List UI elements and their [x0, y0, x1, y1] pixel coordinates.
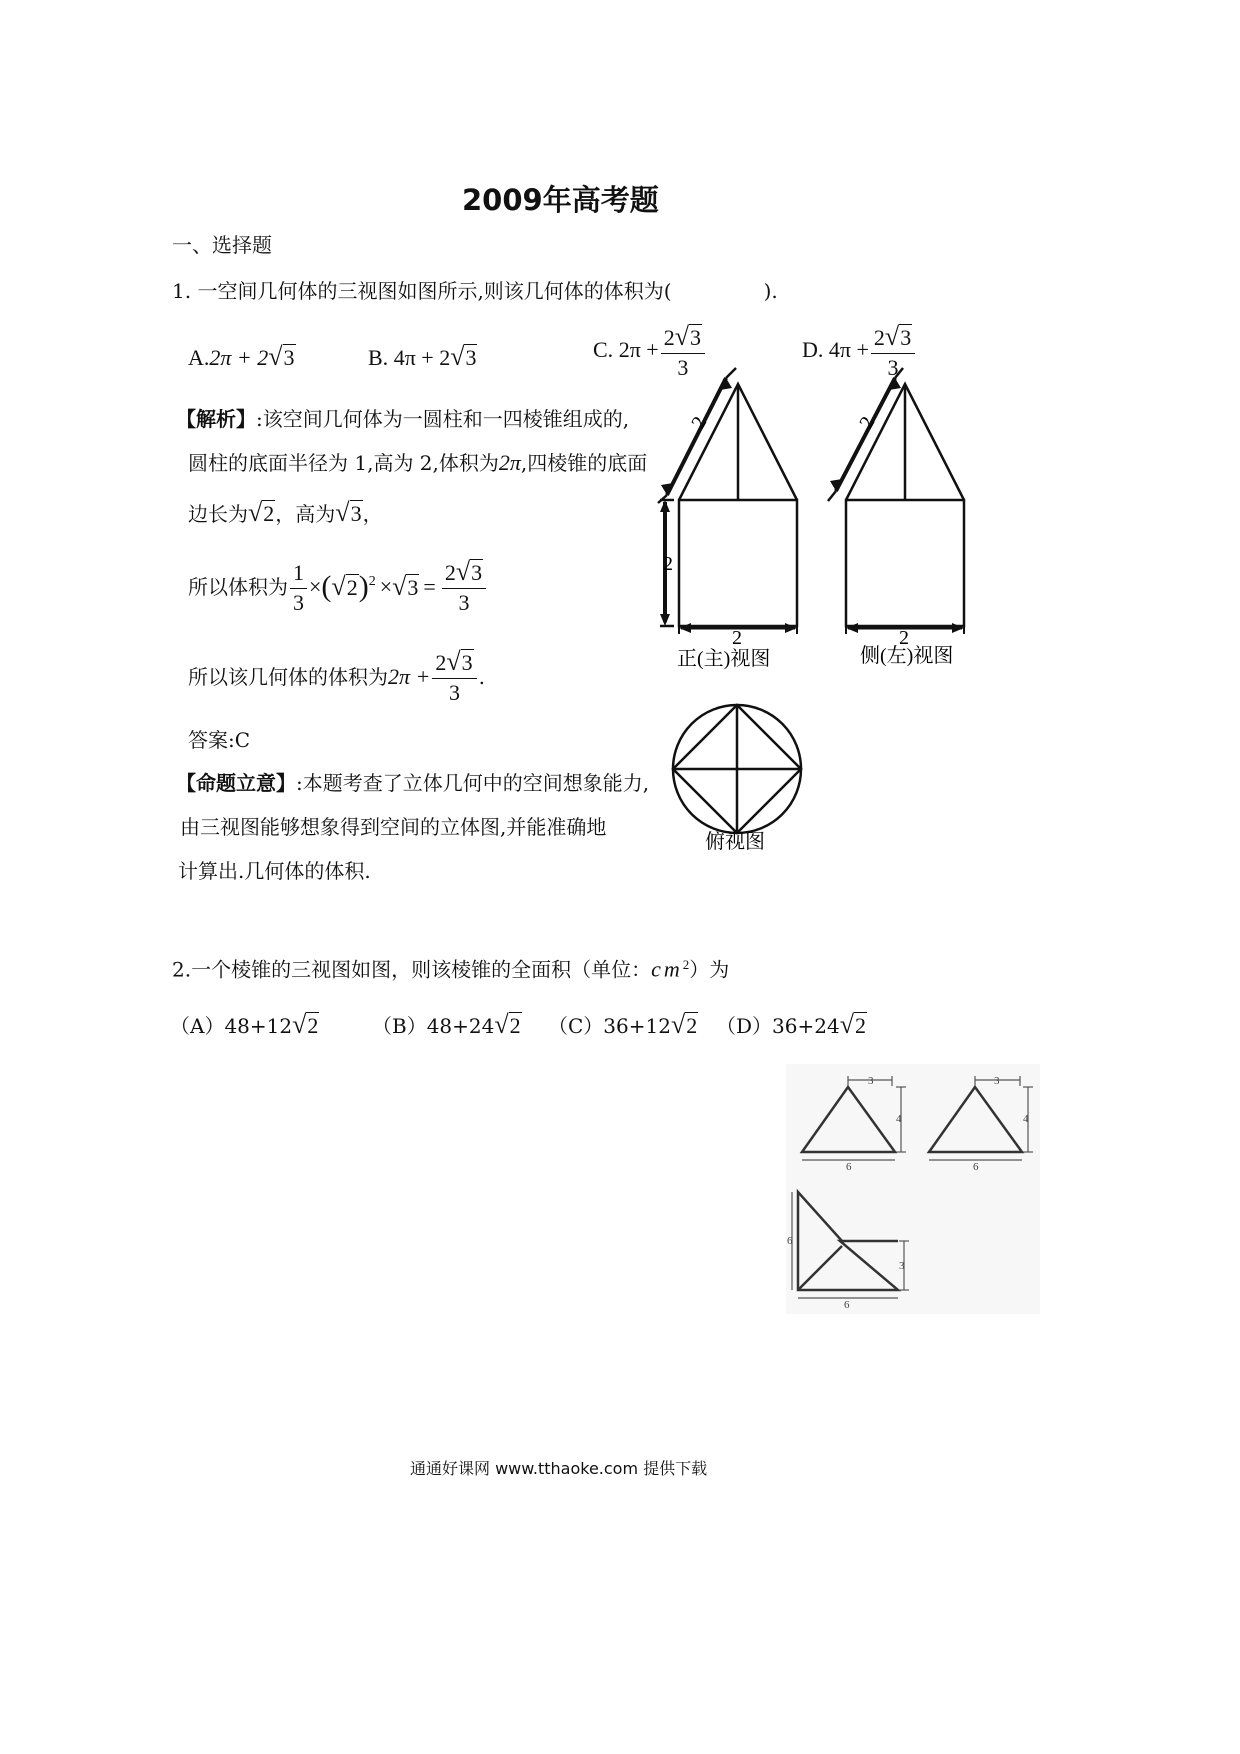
q2-dim-short-bottom: 3 — [899, 1260, 905, 1272]
q2-option-c[interactable]: （C）36+12√2 — [548, 1010, 698, 1039]
side-view — [828, 368, 964, 628]
q1-option-d[interactable]: D. 4π + $\frac{2√3}{3}$ — [802, 322, 917, 382]
q1-option-b[interactable]: B. 4π + 2√3 — [368, 342, 477, 371]
section-heading: 一、选择题 — [172, 233, 272, 257]
analysis-line-1: 【解析】:该空间几何体为一圆柱和一四棱锥组成的, — [176, 407, 630, 431]
analysis-line-3: 边长为√2，高为√3， — [188, 498, 383, 527]
intent-line-1: 【命题立意】:本题考查了立体几何中的空间想象能力, — [176, 771, 650, 795]
q2-dim-top-right: 3 — [994, 1075, 1000, 1087]
q2-option-a[interactable]: （A）48+12√2 — [170, 1010, 319, 1039]
q1-three-view-figure — [640, 360, 1000, 870]
analysis-line-2: 圆柱的底面半径为 1,高为 2,体积为2π,四棱锥的底面 — [188, 450, 648, 475]
q2-dim-width-right: 6 — [973, 1161, 979, 1173]
q1-option-a[interactable]: A.2π + 2√3 — [188, 342, 295, 371]
analysis-conclusion: 所以该几何体的体积为2π + $\frac{2√3}{3}$ . — [188, 647, 486, 705]
front-slant-dim: 2 — [687, 412, 712, 433]
side-slant-dim: 2 — [855, 412, 880, 433]
q2-three-view-figure — [786, 1064, 1040, 1314]
front-view — [658, 368, 797, 628]
q1-stem — [172, 278, 778, 304]
front-width-dim: 2 — [732, 627, 742, 649]
intent-line-2: 由三视图能够想象得到空间的立体图,并能准确地 — [180, 815, 607, 839]
q1-option-c[interactable]: C. 2π + $\frac{2√3}{3}$ — [593, 322, 707, 382]
q2-option-d[interactable]: （D）36+24√2 — [716, 1010, 866, 1039]
top-view-label: 俯视图 — [705, 831, 765, 853]
q2-dim-top-left: 3 — [868, 1075, 874, 1087]
q2-option-b[interactable]: （B）48+24√2 — [372, 1010, 521, 1039]
q1-stem-text: 1. 一空间几何体的三视图如图所示,则该几何体的体积为( — [172, 279, 672, 303]
analysis-calc: 所以体积为 $\frac{1}{3}$ $\times(√2)^2 \times√3$ = $\frac{2√3}{3}$ — [188, 557, 488, 617]
q2-dim-height-bottom: 6 — [787, 1235, 793, 1247]
intent-tag: 【命题立意】 — [176, 771, 296, 795]
q2-dim-height-left: 4 — [896, 1113, 902, 1125]
answer: 答案:C — [188, 728, 251, 752]
analysis-tag: 【解析】 — [176, 407, 256, 431]
side-width-dim: 2 — [899, 627, 909, 649]
q2-dim-height-right: 4 — [1023, 1113, 1029, 1125]
q2-stem: 2.一个棱锥的三视图如图，则该棱锥的全面积（单位：$cm^2$）为 — [172, 956, 730, 982]
q2-dim-width-left: 6 — [846, 1161, 852, 1173]
side-view-label: 侧(左)视图 — [860, 645, 954, 667]
front-height-dim: 2 — [663, 553, 673, 575]
footer-text: 通通好课网 www.tthaoke.com 提供下载 — [410, 1459, 708, 1478]
q2-dim-width-bottom: 6 — [844, 1299, 850, 1311]
page-title: 2009年高考题 — [462, 183, 659, 217]
intent-line-3: 计算出.几何体的体积. — [178, 859, 371, 883]
q1-stem-close: ). — [763, 279, 778, 303]
front-view-label: 正(主)视图 — [677, 648, 771, 670]
top-view — [673, 705, 801, 833]
